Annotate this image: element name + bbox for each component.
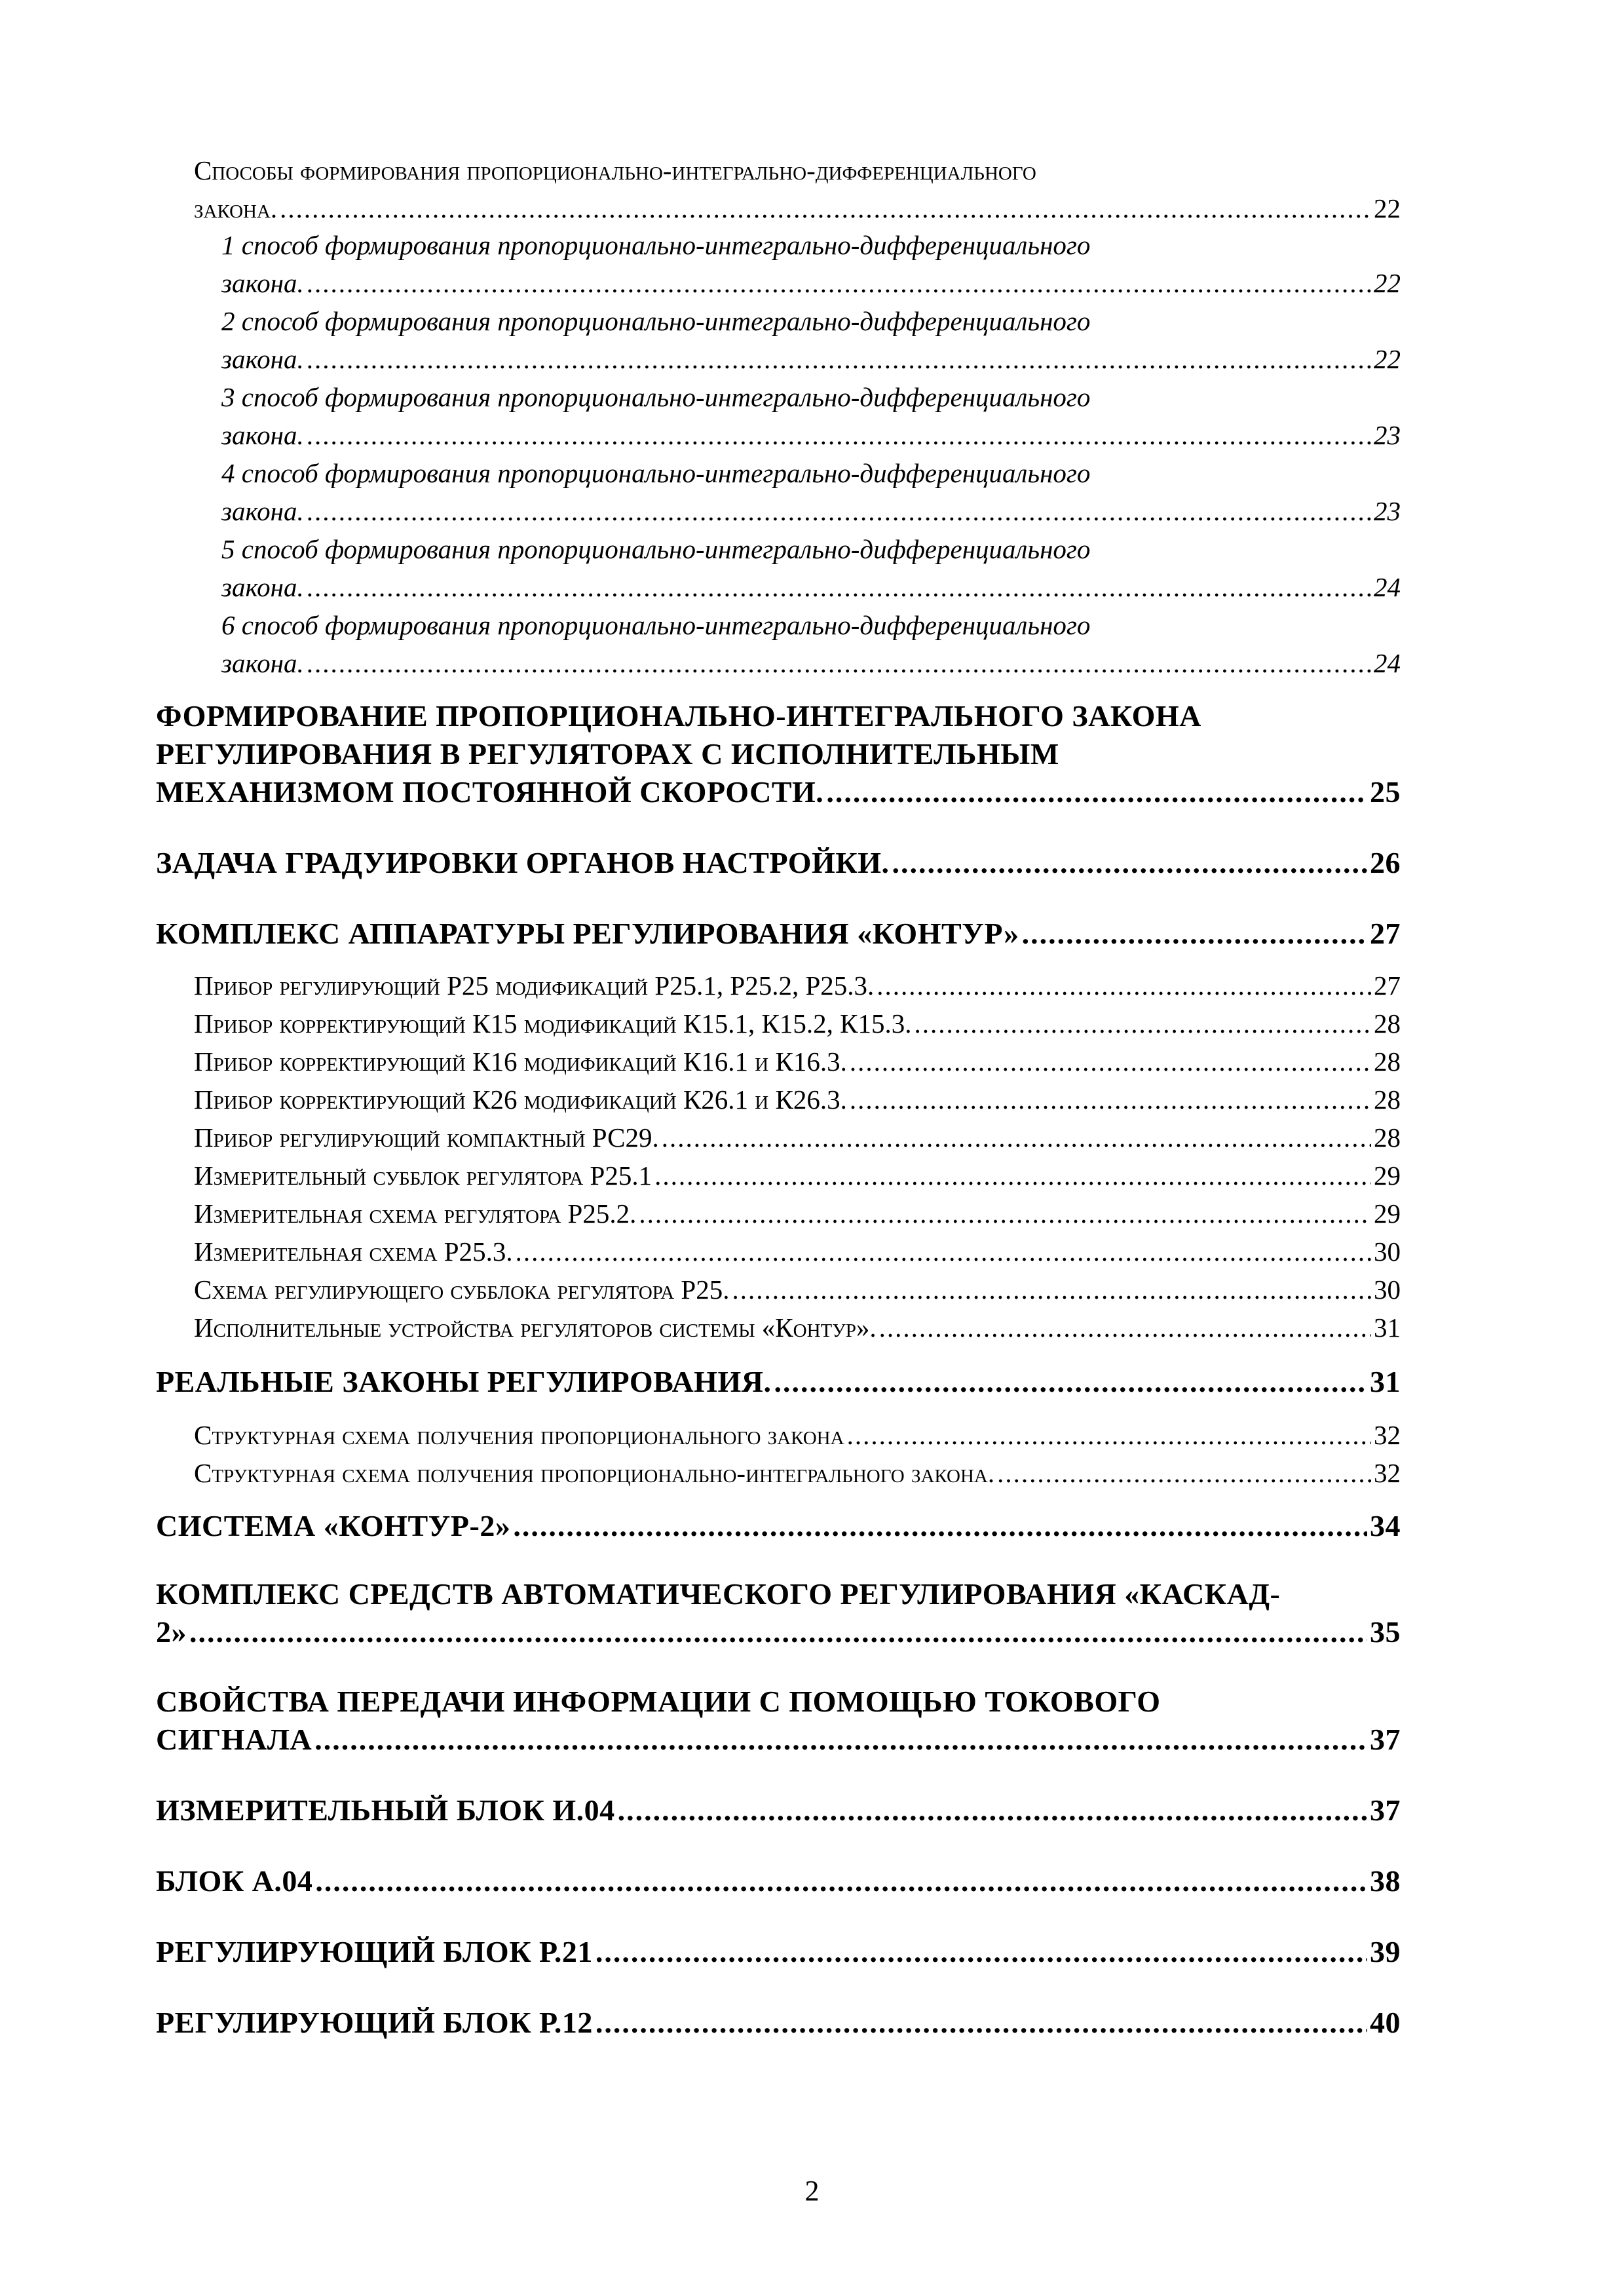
- dot-leader: [513, 1511, 1367, 1541]
- dot-leader: [654, 1162, 1371, 1189]
- toc-entry-title-line: закона.: [194, 193, 278, 223]
- toc-entry-title-line: Измерительная схема Р25.3.: [194, 1236, 513, 1267]
- toc-entry-title-line: РЕГУЛИРОВАНИЯ В РЕГУЛЯТОРАХ С ИСПОЛНИТЕЛЬНЫМ: [156, 737, 1059, 771]
- dot-leader: [879, 1314, 1371, 1341]
- toc-entry-title-line: Схема регулирующего субблока регулятора Р25.: [194, 1274, 730, 1305]
- dot-leader: [307, 270, 1371, 297]
- page-number: 2: [804, 2175, 820, 2207]
- dot-leader: [307, 650, 1371, 677]
- toc-entry-title-line: ФОРМИРОВАНИЕ ПРОПОРЦИОНАЛЬНО-ИНТЕГРАЛЬНОГО ЗАКОНА: [156, 699, 1201, 733]
- toc-entry-title-line: закона.: [221, 648, 304, 678]
- toc-page-number: 35: [1370, 1615, 1401, 1649]
- toc-entry-title-line: ЗАДАЧА ГРАДУИРОВКИ ОРГАНОВ НАСТРОЙКИ.: [156, 846, 890, 879]
- toc-page-number: 29: [1374, 1198, 1401, 1229]
- toc-entry-title-line: закона.: [221, 344, 304, 374]
- toc-entry-title-line: ИЗМЕРИТЕЛЬНЫЙ БЛОК И.04: [156, 1793, 615, 1827]
- dot-leader: [826, 777, 1367, 807]
- dot-leader: [915, 1010, 1372, 1037]
- dot-leader: [314, 1725, 1367, 1755]
- dot-leader: [315, 1866, 1367, 1896]
- toc-page-number: 27: [1370, 917, 1401, 950]
- toc-entry-title-line: закона.: [221, 572, 304, 602]
- dot-leader: [732, 1276, 1371, 1303]
- toc-page-number: 31: [1374, 1312, 1401, 1343]
- toc-entry-title-line: Измерительный субблок регулятора Р25.1: [194, 1160, 652, 1191]
- toc-page-number: 29: [1374, 1160, 1401, 1191]
- toc-entry-title-line: закона.: [221, 496, 304, 526]
- toc-entry-title-line: Прибор регулирующий компактный РС29.: [194, 1122, 659, 1153]
- toc-page-number: 31: [1370, 1365, 1401, 1398]
- dot-leader: [618, 1795, 1367, 1826]
- toc-entry-title-line: 6 способ формирования пропорционально-интегрально-дифференциального: [221, 610, 1091, 640]
- toc-entry-title-line: Прибор корректирующий К26 модификаций К26.1 и К26.3.: [194, 1084, 847, 1115]
- toc-page-number: 32: [1374, 1420, 1401, 1450]
- toc-entry-title-line: Исполнительные устройства регуляторов системы «Контур».: [194, 1312, 877, 1343]
- toc-page-number: 28: [1374, 1122, 1401, 1153]
- toc-entry-title-line: 2 способ формирования пропорционально-интегрально-дифференциального: [221, 306, 1091, 336]
- toc-page-number: 26: [1370, 846, 1401, 879]
- toc-entry-title-line: Прибор регулирующий Р25 модификаций Р25.1, Р25.2, Р25.3.: [194, 970, 875, 1001]
- dot-leader: [774, 1367, 1367, 1397]
- toc-page-number: 28: [1374, 1008, 1401, 1039]
- toc-entry-title-line: 3 способ формирования пропорционально-интегрально-дифференциального: [221, 382, 1091, 412]
- toc-page-number: 25: [1370, 775, 1401, 809]
- dot-leader: [1022, 919, 1367, 949]
- toc-page-number: 37: [1370, 1793, 1401, 1827]
- toc-page-number: 37: [1370, 1723, 1401, 1756]
- toc-page-number: 34: [1370, 1509, 1401, 1542]
- toc-page-number: 28: [1374, 1046, 1401, 1077]
- toc-page-number: 30: [1374, 1274, 1401, 1305]
- dot-leader: [847, 1422, 1371, 1449]
- toc-page-number: 24: [1374, 648, 1401, 678]
- dot-leader: [892, 848, 1367, 878]
- toc-page-number: 22: [1374, 344, 1401, 374]
- dot-leader: [662, 1124, 1371, 1151]
- dot-leader: [850, 1048, 1371, 1075]
- toc-entry-title-line: закона.: [221, 268, 304, 298]
- dot-leader: [595, 2008, 1367, 2038]
- toc-page-number: 24: [1374, 572, 1401, 602]
- toc-entry-title-line: Измерительная схема регулятора Р25.2.: [194, 1198, 637, 1229]
- toc-page-number: 23: [1374, 420, 1401, 450]
- toc-entry-title-line: КОМПЛЕКС АППАРАТУРЫ РЕГУЛИРОВАНИЯ «КОНТУР»: [156, 917, 1019, 950]
- toc-page-number: 27: [1374, 970, 1401, 1001]
- dot-leader: [997, 1460, 1371, 1487]
- toc-entry-title-line: РЕГУЛИРУЮЩИЙ БЛОК Р.12: [156, 2006, 593, 2039]
- dot-leader: [516, 1238, 1371, 1265]
- toc-entry-title-line: 4 способ формирования пропорционально-интегрально-дифференциального: [221, 458, 1091, 488]
- toc-entry-title-line: 2»: [156, 1615, 187, 1649]
- toc-entry-title-line: СВОЙСТВА ПЕРЕДАЧИ ИНФОРМАЦИИ С ПОМОЩЬЮ ТОКОВОГО: [156, 1685, 1161, 1718]
- toc-entry-title-line: 5 способ формирования пропорционально-интегрально-дифференциального: [221, 534, 1091, 564]
- toc-page-number: 30: [1374, 1236, 1401, 1267]
- dot-leader: [850, 1086, 1371, 1113]
- toc-entry-title-line: Структурная схема получения пропорционального закона: [194, 1420, 844, 1450]
- toc-entry-title-line: РЕГУЛИРУЮЩИЙ БЛОК Р.21: [156, 1935, 593, 1968]
- toc-page-number: 23: [1374, 496, 1401, 526]
- toc-entry-title-line: закона.: [221, 420, 304, 450]
- toc-entry-title-line: 1 способ формирования пропорционально-интегрально-дифференциального: [221, 230, 1091, 260]
- toc-entry-title-line: КОМПЛЕКС СРЕДСТВ АВТОМАТИЧЕСКОГО РЕГУЛИРОВАНИЯ «КАСКАД-: [156, 1577, 1281, 1611]
- toc-page-number: 39: [1370, 1935, 1401, 1968]
- toc-entry-title-line: Структурная схема получения пропорционально-интегрального закона.: [194, 1458, 995, 1488]
- dot-leader: [280, 195, 1371, 222]
- toc-page-number: 22: [1374, 268, 1401, 298]
- toc-entry-title-line: БЛОК А.04: [156, 1864, 313, 1898]
- dot-leader: [307, 574, 1371, 601]
- toc-entry-title-line: МЕХАНИЗМОМ ПОСТОЯННОЙ СКОРОСТИ.: [156, 775, 824, 809]
- dot-leader: [307, 498, 1371, 525]
- dot-leader: [307, 422, 1371, 449]
- toc-entry-title-line: Прибор корректирующий К15 модификаций К15.1, К15.2, К15.3.: [194, 1008, 912, 1039]
- toc-page-number: 32: [1374, 1458, 1401, 1488]
- toc-entry-title-line: Прибор корректирующий К16 модификаций К16.1 и К16.3.: [194, 1046, 847, 1077]
- toc-page-number: 28: [1374, 1084, 1401, 1115]
- dot-leader: [307, 346, 1371, 373]
- toc-page-number: 40: [1370, 2006, 1401, 2039]
- toc-entry-title-line: СИГНАЛА: [156, 1723, 312, 1756]
- toc-entry-title-line: СИСТЕМА «КОНТУР-2»: [156, 1509, 511, 1542]
- dot-leader: [639, 1200, 1371, 1227]
- dot-leader: [877, 972, 1371, 999]
- toc-entry-title-line: Способы формирования пропорционально-интегрально-дифференциального: [194, 155, 1036, 185]
- toc-entry-title-line: РЕАЛЬНЫЕ ЗАКОНЫ РЕГУЛИРОВАНИЯ.: [156, 1365, 772, 1398]
- toc-page-number: 38: [1370, 1864, 1401, 1898]
- dot-leader: [189, 1617, 1367, 1647]
- toc-page-number: 22: [1374, 193, 1401, 223]
- dot-leader: [595, 1937, 1367, 1967]
